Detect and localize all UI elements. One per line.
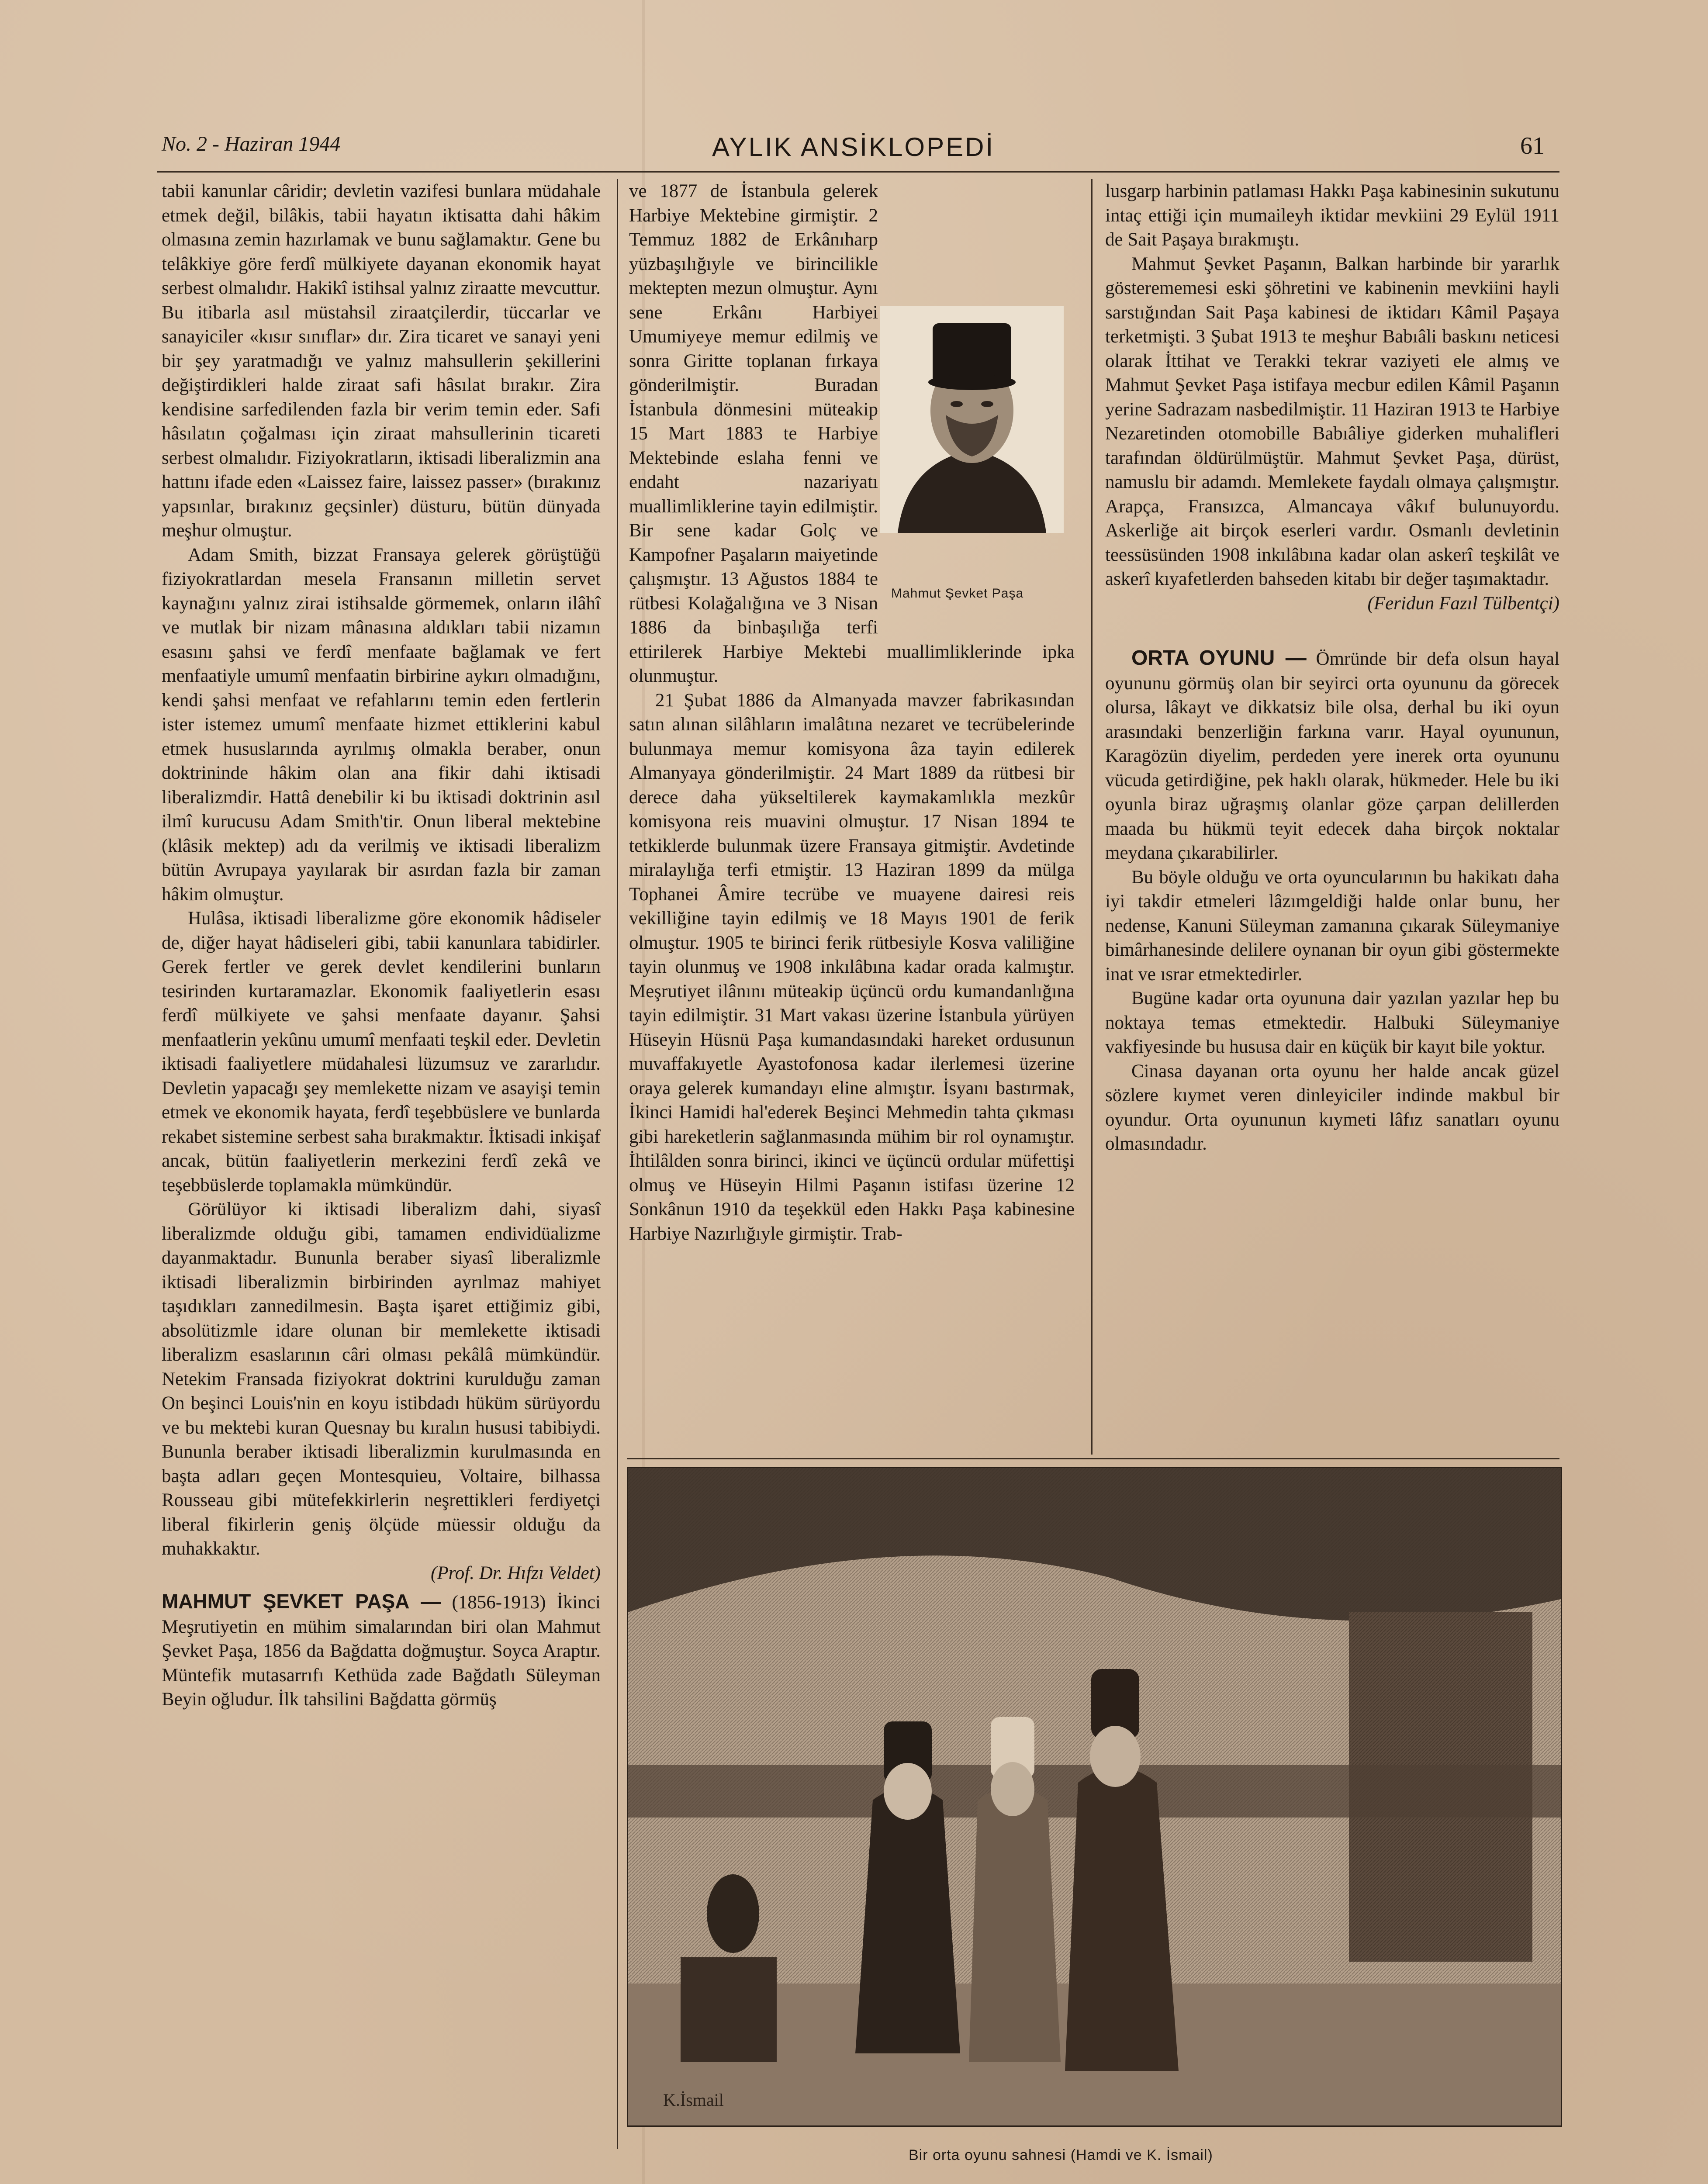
- engraving-artist-mark: K.İsmail: [663, 2090, 724, 2110]
- paragraph: Hulâsa, iktisadi liberalizme göre ekonomik hâdiseler de, diğer hayat hâdiseleri gibi, tabii kanunlara tabidirler. Gerek fertler ve gerek devlet kendilerini bunların tesirinden kurtaramazlar. Ekonomik faaliyetlerin esası ferdî mülkiyete ve şahsi menfaate dayanır. Şahsi menfaatlerin yekûnu umumî menfaati teşkil eder. Devletin iktisadi faaliyetlere müdahalesi lüzumsuz ve zararlıdır. Devletin yapacağı şey memlekette nizam ve asayişi temin etmek ve ekonomik hayata, ferdî teşebbüslere ve bunlarda rekabet sistemine serbest saha bırakmaktır. İktisadi inkişaf ancak, bütün faaliyetlerin merkezini ferdî zekâ ve teşebbüslerde toplamakla mümkündür.: [162, 908, 601, 1196]
- portrait-caption: Mahmut Şevket Paşa: [891, 586, 1024, 601]
- paragraph: ve 1877 de İstanbula gelerek Harbiye Mektebine girmiştir. 2 Temmuz 1882 de Erkânıharp yüzbaşılığıyle ve birincilikle mektepten mezun olmuştur. Aynı sene Erkânı Harbiyei Umumiyeye memur edilmiş ve sonra Giritte toplanan fırkaya gönderilmiştir. Buradan İstanbula dönmesini müteakip 15 Mart 1883 te Harbiye Mektebinde eslaha fenni ve endaht nazariyatı muallimliklerine tayin edilmiştir. Bir sene kadar Golç ve Kampofner Paşaların maiyetinde çalışmıştır. 13 Ağustos 1884 te rütbesi Kolağalığına ve 3 Nisan 1886 da binbaşılığa terfi ettirilerek Harbiye Mektebi muallimliklerinde ipka olunmuştur.: [629, 181, 1075, 686]
- illustration-top-rule: [627, 1458, 1559, 1459]
- orta-oyunu-illustration: [627, 1467, 1562, 2127]
- paragraph: Adam Smith, bizzat Fransaya gelerek görüştüğü fiziyokratlardan mesela Fransanın milletin servet kaynağını yalnız zirai istihsalde görmemek, onların ilâhî ve mutlak bir nizam mânasına aldıkları tabii nizamın esasını şahsi ve ferdî menfaate bağlamak ve fert menfaatiyle umumî menfaatin birbirine aykırı olmadığını, kendi şahsi menfaat ve refahlarını temin eden fertlerin ister istemez umumî menfaate hizmet ettiklerini kabul etmek hususlarında ayrılmış olmakla beraber, onun doktrininde hâkim olan ana fikir dahi iktisadi liberalizmdir. Hattâ denebilir ki bu iktisadi doktrinin asıl ilmî kurucusu Adam Smith'tir. Onun liberal mektebine (klâsik mektep) adı da verilmiş ve iktisadi liberalizm bütün Avrupaya yayılarak bir asırdan fazla bir zaman hâkim olmuştur.: [162, 544, 601, 905]
- paragraph: Bu böyle olduğu ve orta oyuncularının bu hakikatı daha iyi takdir etmeleri lâzımgeldiği halde onlar bunu, her nedense, Kanuni Süleyman zamanına çıkarak Süleymaniye bimârhanesinde delilere oynanan bir oyun gibi göstermekte inat ve ısrar etmektedirler.: [1105, 867, 1559, 985]
- paragraph: (1856-1913) İkinci Meşrutiyetin en mühim simalarından biri olan Mahmut Şevket Paşa, 1856 da Bağdatta doğmuştur. Soyca Araptır. Müntefik mutasarrıfı Kethüda zade Bağdatlı Süleyman Beyin oğludur. İlk tahsilini Bağdatta görmüş: [162, 1592, 601, 1710]
- issue-label: No. 2 - Haziran 1944: [162, 132, 341, 156]
- column-rule-left: [617, 179, 618, 2149]
- publication-title: AYLIK ANSİKLOPEDİ: [712, 132, 995, 162]
- paragraph: tabii kanunlar câridir; devletin vazifesi bunlara müdahale etmek değil, bilâkis, tabii hayatın iktisatta dahi hâkim olmasına zemin hazırlamak ve bunu sağlamaktır. Gene bu telâkkiye göre ferdî mülkiyete dayanan ekonomik hayat serbest olmalıdır. Hakikî istihsal yalnız ziraatte mevcuttur. Bu itibarla asıl müstahsil ziraatçilerdir, tüccarlar ve sanayiciler «kısır sınıflar» dır. Zira ticaret ve sanayi yeni bir şey yaratmadığı ve yalnız mahsullerin şekillerini değiştirdikleri halde ziraat safi hâsılat bırakır. Zira kendisine sarfedilenden fazla bir verim temin eder. Safi hâsılatın çoğalması için ziraat mahsullerinin ticareti serbest olmalıdır. Fiziyokratların, iktisadi liberalizmin ana hattını ifade eden «Laissez faire, laissez passer» (bırakınız yapsınlar, bırakınız geçsinler) düsturu, bütün dünyada meşhur olmuştur.: [162, 181, 601, 541]
- illustration-caption: Bir orta oyunu sahnesi (Hamdi ve K. İsmail): [909, 2147, 1213, 2163]
- article-liberalism-column: [162, 179, 601, 1712]
- engraving-scene: [628, 1468, 1561, 2125]
- orta-oyunu-start: [1105, 646, 1559, 865]
- paragraph: Cinasa dayanan orta oyunu her halde ancak güzel sözlere kıymet veren dinleyiciler indinde makbul bir oyundur. Orta oyununun kıymeti lâfız sanatları oyunu olmasındadır.: [1105, 1061, 1559, 1154]
- mahmut-article-start: [162, 1590, 601, 1712]
- paragraph: Ömründe bir defa olsun hayal oyununu görmüş olan bir seyirci orta oyununu da görecek olursa, lâkayt ve dikkatsiz bile olsa, derhal bu iki oyun arasındaki benzerliğin farkına varır. Hayal oyununun, Karagözün diyelim, perdeden yere inerek orta oyununu vücuda getirdiğine, pek haklı olarak, hükmeder. Hele bu iki oyunla biraz uğraşmış olanlar göze çarpan delillerden maada bu hükmü teyit edecek daha birçok noktalar meydana çıkarabilirler.: [1105, 649, 1560, 863]
- page-number: 61: [1520, 132, 1545, 159]
- paragraph: Mahmut Şevket Paşanın, Balkan harbinde bir yararlık gösterememesi eski şöhretini ve kabinenin mevkiini hayli sarstığından Sait Paşa kabinesi de iktidarı Kâmil Paşaya terketmişti. 3 Şubat 1913 te meşhur Babıâli baskını neticesi olarak İttihat ve Terakki tekrar vaziyeti ele almış ve Mahmut Şevket Paşa istifaya mecbur edilen Kâmil Paşanın yerine Sadrazam nasbedilmiştir. 11 Haziran 1913 te Harbiye Nezaretinden otomobille Babıâliye giderken muhalifleri tarafından öldürülmüştür. Mahmut Şevket Paşa, dürüst, namuslu bir adamdı. Memlekete faydalı olmaya çalışmıştır. Arapça, Fransızca, Almancaya vâkıf bulunuyordu. Askerliğe ait birçok eserleri vardır. Osmanlı devletinin teessüsünden 1908 inkılâbına kadar olan askerî teşkilât ve askerî kıyafetlerden bahseden kitabı bir değer taşımaktadır.: [1105, 253, 1559, 589]
- article-continuation-column: [1105, 179, 1559, 1156]
- section-heading: ORTA OYUNU —: [1131, 646, 1307, 670]
- column-rule-right: [1091, 179, 1093, 1455]
- portrait-image: [880, 306, 1064, 533]
- paragraph: Görülüyor ki iktisadi liberalizm dahi, siyasî liberalizmde olduğu gibi, tamamen endividüalizme dayanmaktadır. Bununla beraber siyasî liberalizmle iktisadi liberalizmin birbirinden ayrılmaz mahiyet taşıdıkları zannedilmesin. Başta işaret ettiğimiz gibi, absolütizmle idare olunan bir memlekette iktisadi liberalizm esaslarının câri olması pekâlâ mümkündür. Netekim Fransada fiziyokrat doktrini kurulduğu zaman On beşinci Louis'nin en koyu istibdadı hüküm sürüyordu ve bu mektebi kuran Quesnay bu kıralın hususi tabibiydi. Bununla beraber iktisadi liberalizmin kurulmasında en başta adları geçen Montesquieu, Voltaire, bilhassa Rousseau gibi mütefekkirlerin neşrettikleri ferdiyetçi liberal fikirlerin geniş ölçüde müessir olduğu da muhakkaktır.: [162, 1199, 601, 1559]
- paragraph: Bugüne kadar orta oyununa dair yazılan yazılar hep bu noktaya temas etmektedir. Halbuki Süleymaniye vakfiyesinde bu hususa dair en küçük bir kayıt bile yoktur.: [1105, 988, 1559, 1057]
- paragraph: 21 Şubat 1886 da Almanyada mavzer fabrikasından satın alınan silâhların imalâtına nezaret ve tecrübelerinde bulunmaya memur komisyona âza tayin edilerek Almanyaya gönderilmiştir. 24 Mart 1889 da rütbesi bir derece daha yükseltilerek kaymakamlıkla mezkûr komisyona reis muavini olmuştur. 17 Nisan 1894 te tetkiklerde bulunmak üzere Fransaya gitmiştir. Avdetinde miralaylığa terfi etmiştir. 13 Haziran 1899 da mülga Tophanei Âmire tecrübe ve muayene dairesi reis vekilliğine tayin edilmiş ve 18 Mayıs 1901 de ferik olmuştur. 1905 te birinci ferik rütbesiyle Kosva valiliğine tayin olunmuş ve 1908 inkılâbına kadar orada kalmıştır. Meşrutiyet ilânını müteakip üçüncü ordu kumandanlığına tayin edilmiştir. 31 Mart vakası üzerine İstanbula yürüyen Hüseyin Hüsnü Paşa kumandasındaki hareket ordusunun muvaffakıyetle Ayastofonosa kadar ilerlemesi üzerine oraya gelerek kumandayı eline almıştır. İsyanı bastırmak, İkinci Hamidi hal'ederek Beşinci Mehmedin tahta çıkması gibi hareketlerin sağlanmasında mühim bir rol oynamıştır. İhtilâlden sonra birinci, ikinci ve üçüncü ordular müfettişi olmuş ve Hüseyin Hilmi Paşanın istifası üzerine 12 Sonkânun 1910 da teşekkül eden Hakkı Paşa kabinesine Harbiye Nazırlığıyle girmiştir. Trab-: [629, 690, 1075, 1244]
- portrait-photo: [876, 306, 1068, 568]
- header-rule: [157, 171, 1559, 173]
- paragraph: lusgarp harbinin patlaması Hakkı Paşa kabinesinin sukutunu intaç ettiği için mumaileyh iktidar mevkiini 29 Eylül 1911 de Sait Paşaya bırakmıştı.: [1105, 181, 1559, 250]
- section-heading: MAHMUT ŞEVKET PAŞA —: [162, 1590, 441, 1613]
- author-signature: (Prof. Dr. Hıfzı Veldet): [431, 1562, 601, 1583]
- author-signature: (Feridun Fazıl Tülbentçi): [1367, 593, 1559, 614]
- portrait-drawing: [880, 306, 1064, 533]
